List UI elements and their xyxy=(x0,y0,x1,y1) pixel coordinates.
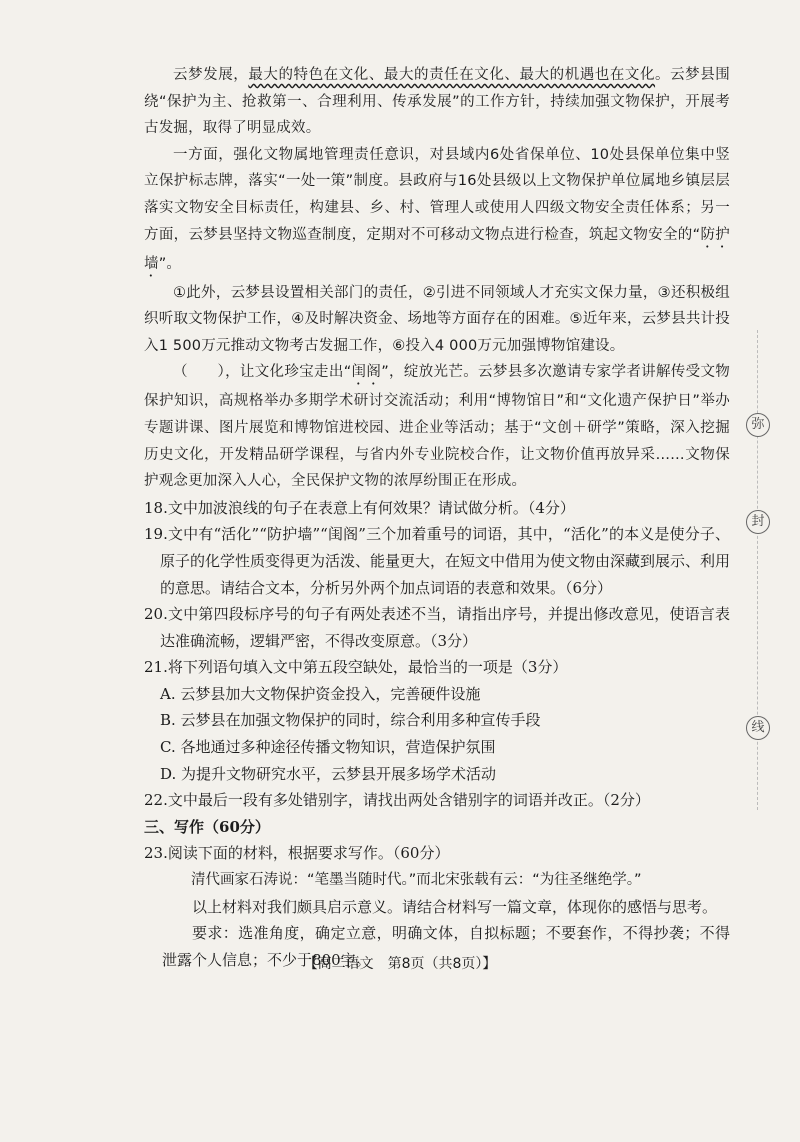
writing-requirement: 要求：选准角度，确定立意，明确文体，自拟标题；不要套作，不得抄袭；不得泄露个人信息；不少于800字。 xyxy=(162,924,730,969)
question-20: 20.文中第四段标序号的句子有两处表述不当，请指出序号，并提出修改意见，使语言表达准确流畅，逻辑严密，不得改变原意。（3分） xyxy=(144,605,730,650)
p2-text-a: 一方面，强化文物属地管理责任意识，对县域内6处省保单位、10处县保单位集中竖立保护标志牌，落实“一处一策”制度。县政府与16处县级以上文物保护单位属地乡镇层层落实文物安全目标责任，构建县、乡、村、管理人或使用人四级文物安全责任体系；另一方面，云梦县坚持文物巡查制度，定期对不可移动文物点进行检查，筑起文物安全的“ xyxy=(144,146,730,243)
section-writing-title: 三、写作（60分） xyxy=(144,817,270,836)
p4-text-b: ”，绽放光芒。云梦县多次邀请专家学者讲解传受文物保护知识，高规格举办多期学术研讨交流活动；利用“博物馆日”和“文化遗产保护日”举办专题讲课、图片展览和博物馆进校园、进企业等活动；基于“文创＋研学”策略，深入挖掘历史文化，开发精品研学课程，与省内外专业院校合作，让文物价值再放异采……文物保护观念更加深入人心，全民保护文物的浓厚纷围正在形成。 xyxy=(144,364,730,490)
dotted-word-fanghuqiang: 防护墙 xyxy=(144,226,730,272)
question-22: 22.文中最后一段有多处错别字，请找出两处含错别字的词语并改正。（2分） xyxy=(144,791,650,810)
seal-char-xian: 线 xyxy=(746,716,770,740)
seal-char-mi: 弥 xyxy=(746,413,770,437)
seal-char-feng: 封 xyxy=(746,510,770,534)
p4-text-a: （ ），让文化珍宝走出“ xyxy=(173,364,352,381)
writing-material: 清代画家石涛说：“笔墨当随时代。”而北宋张载有云：“为往圣继绝学。” xyxy=(191,872,642,889)
p2-text-b: ”。 xyxy=(158,255,182,272)
question-19: 19.文中有“活化”“防护墙”“闺阁”三个加着重号的词语，其中，“活化”的本义是使分子、原子的化学性质变得更为活泼、能量更大，在短文中借用为使文物由深藏到展示、利用的意思。请结合文本，分析另外两个加点词语的表意和效果。（6分） xyxy=(144,525,731,597)
option-a: A. 云梦县加大文物保护资金投入，完善硬件设施 xyxy=(160,684,481,703)
passage-paragraph-2 xyxy=(144,142,730,280)
writing-prompt: 以上材料对我们颇具启示意义。请结合材料写一篇文章，体现你的感悟与思考。 xyxy=(192,897,718,916)
wavy-underlined-sentence: 最大的特色在文化、最大的责任在文化、最大的机遇也在文化 xyxy=(248,67,656,83)
content xyxy=(144,62,730,973)
passage-paragraph-3: ①此外，云梦县设置相关部门的责任，②引进不同领域人才充实文保力量，③还积极组织听取文物保护工作，④及时解决资金、场地等方面存在的困难。⑤近年来，云梦县共计投入1 500万元推动文物考古发掘工作，⑥投入4 000万元加强博物馆建设。 xyxy=(144,284,730,354)
question-21: 21.将下列语句填入文中第五段空缺处，最恰当的一项是（3分） xyxy=(144,658,568,677)
passage-paragraph-1 xyxy=(144,62,730,142)
option-b: B. 云梦县在加强文物保护的同时，综合利用多种宣传手段 xyxy=(160,711,541,730)
p1-pre: 云梦发展， xyxy=(173,67,249,83)
question-18: 18.文中加波浪线的句子在表意上有何效果？请试做分析。（4分） xyxy=(144,498,575,517)
p1-post: 。云梦县围绕“保护为主、抢救第一、合理利用、传承发展”的工作方针，持续加强文物保护，开展考古发掘，取得了明显成效。 xyxy=(144,67,731,137)
page-footer: 【高二语文 第8页（共8页）】 xyxy=(303,956,497,972)
question-23: 23.阅读下面的材料，根据要求写作。（60分） xyxy=(144,844,450,863)
passage-paragraph-4 xyxy=(144,359,730,494)
dotted-word-guige: 闺阁 xyxy=(351,364,382,381)
option-c: C. 各地通过多种途径传播文物知识，营造保护氛围 xyxy=(160,738,496,757)
option-d: D. 为提升文物研究水平，云梦县开展多场学术活动 xyxy=(160,764,497,783)
